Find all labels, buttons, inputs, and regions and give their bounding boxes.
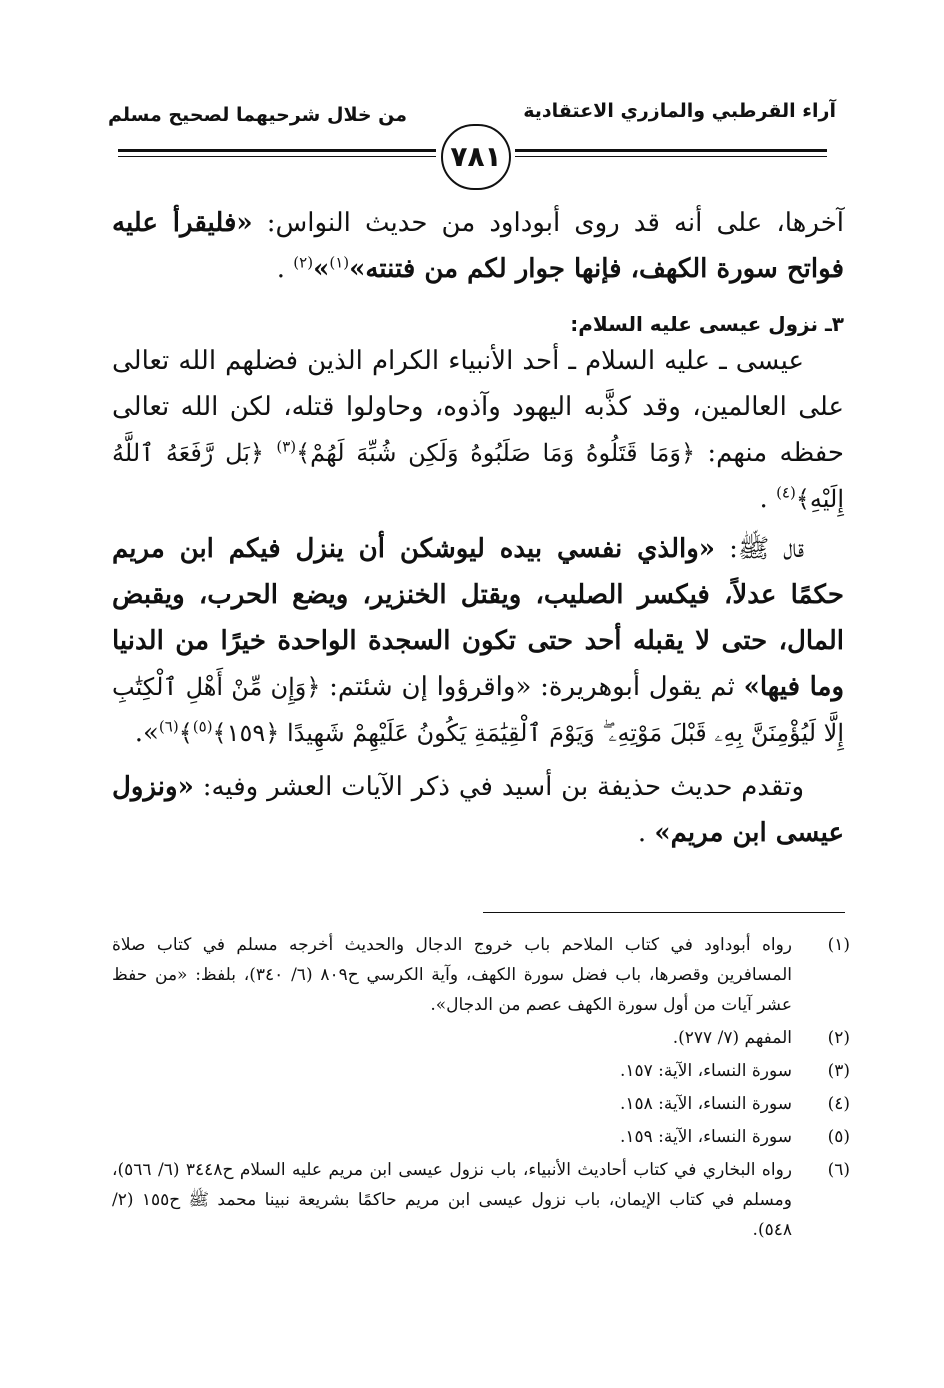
- footnote-text: سورة النساء، الآية: ١٥٨.: [619, 1094, 792, 1114]
- footnote-item: [112, 1056, 850, 1086]
- paragraph-1: [112, 200, 844, 292]
- footnote-number: (٣): [827, 1061, 850, 1081]
- footnote-text: سورة النساء، الآية: ١٥٧.: [619, 1061, 792, 1081]
- quran-verse-159: ﴿وَإِن مِّنْ أَهْلِ ٱلْكِتَٰبِ إِلَّا لَيُؤْمِنَنَّ بِهِۦ قَبْلَ مَوْتِهِۦ ۖ وَيَوْمَ ٱلْقِيَٰمَةِ يَكُونُ عَلَيْهِمْ شَهِيدًا ﴿١٥٩﴾: [112, 673, 844, 747]
- footnote-number: (٤): [827, 1094, 850, 1114]
- footnote-ref-1: (١): [329, 253, 350, 272]
- paragraph-1-text: آخرها، على أنه قد روى أبوداود من حديث النواس:: [252, 208, 844, 238]
- header-rule-left: [118, 149, 436, 152]
- page-number: ٧٨١: [441, 124, 511, 190]
- paragraph-2: [112, 338, 844, 522]
- footnote-number: (٥): [827, 1127, 850, 1147]
- paragraph-1-end: .: [276, 254, 286, 284]
- header-rule-right: [515, 149, 827, 152]
- running-head-subtitle: من خلال شرحيهما لصحيح مسلم: [108, 104, 408, 126]
- footnote-text: المفهم (٧/ ٢٧٧).: [672, 1028, 792, 1048]
- quran-verse-158: ﴿بَل رَّفَعَهُ ٱللَّهُ إِلَيْهِ﴾: [112, 439, 844, 513]
- quran-close-bracket: ﴾: [178, 719, 193, 747]
- footnote-item: [112, 1155, 850, 1245]
- paragraph-3: [112, 526, 844, 756]
- paragraph-4-text: وتقدم حديث حذيفة بن أسيد في ذكر الآيات العشر وفيه:: [193, 772, 804, 802]
- footnote-number: (١): [827, 935, 850, 955]
- footnote-item: [112, 930, 850, 1020]
- footnote-ref-2: (٢): [293, 253, 314, 272]
- footnote-number: (٦): [827, 1160, 850, 1180]
- paragraph-3-intro: قال ﷺ:: [715, 534, 804, 564]
- hadith-quote-short: «ونزول عيسى ابن مريم»: [112, 772, 844, 848]
- quran-verse-157: ﴿وَمَا قَتَلُوهُ وَمَا صَلَبُوهُ وَلَكِن شُبِّهَ لَهُمْ﴾: [296, 439, 696, 467]
- footnote-separator: [483, 912, 845, 913]
- footnote-item: [112, 1122, 850, 1152]
- footnote-ref-6: (٦): [158, 717, 179, 736]
- footnote-number: (٢): [827, 1028, 850, 1048]
- footnote-ref-4: (٤): [776, 483, 796, 502]
- footnote-text: سورة النساء، الآية: ١٥٩.: [619, 1127, 792, 1147]
- footnote-text: رواه البخاري في كتاب أحاديث الأنبياء، باب نزول عيسى ابن مريم عليه السلام ح٣٤٤٨ (٦/ ٥٦٦)، ومسلم في كتاب الإيمان، باب نزول عيسى ابن مريم حاكمًا بشريعة نبينا محمد ﷺ ح١٥٥ (٢/ ٥٤٨).: [112, 1160, 792, 1240]
- paragraph-2-end: .: [759, 484, 768, 514]
- footnote-ref-5: (٥): [192, 717, 213, 736]
- section-heading: ٣ـ نزول عيسى عليه السلام:: [570, 312, 844, 336]
- paragraph-3-mid: ثم يقول أبوهريرة: «واقرؤوا إن شئتم:: [320, 672, 744, 702]
- quote-close-mark: »: [313, 254, 330, 284]
- footnote-text: رواه أبوداود في كتاب الملاحم باب خروج الدجال والحديث أخرجه مسلم في كتاب صلاة المسافرين وقصرها، باب فضل سورة الكهف، وآية الكرسي ح٨٠٩ (٦/ ٣٤٠)، بلفظ: «من حفظ عشر آيات من أول سورة الكهف عصم من الدجال».: [112, 935, 792, 1015]
- paragraph-3-end: ».: [134, 718, 159, 748]
- paragraph-4-end: .: [637, 818, 647, 848]
- paragraph-2-text: عيسى ـ عليه السلام ـ أحد الأنبياء الكرام الذين فضلهم الله تعالى على العالمين، وقد كذَّبه اليهود وآذوه، وحاولوا قتله، لكن الله تعالى حفظه منهم:: [112, 346, 845, 468]
- hadith-quote-descent: «والذي نفسي بيده ليوشكن أن ينزل فيكم ابن مريم حكمًا عدلاً، فيكسر الصليب، ويقتل الخنزير، ويضع الحرب، ويقبض المال، حتى لا يقبله أحد حتى تكون السجدة الواحدة خيرًا من الدنيا وما فيها»: [112, 534, 844, 702]
- footnote-ref-3: (٣): [276, 437, 297, 456]
- footnotes: [112, 930, 850, 1248]
- footnote-item: [112, 1023, 850, 1053]
- running-head-title: آراء القرطبي والمازري الاعتقادية: [523, 100, 836, 122]
- hadith-quote-kahf: «فليقرأ عليه فواتح سورة الكهف، فإنها جوار لكم من فتنته»: [112, 208, 844, 284]
- paragraph-4: [112, 764, 844, 856]
- footnote-item: [112, 1089, 850, 1119]
